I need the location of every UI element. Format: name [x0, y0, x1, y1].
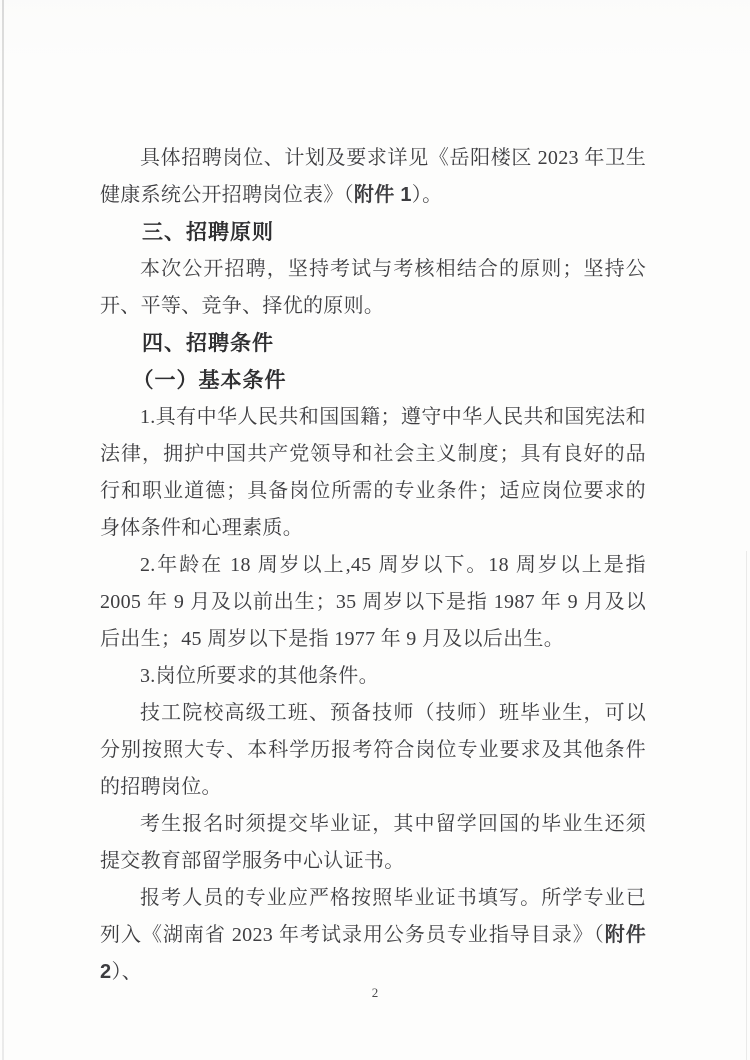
text-run: 2.年龄在 18 周岁以上,45 周岁以下。18 周岁以上是指 2005 年 9 月及以前出生；35 周岁以下是指 1987 年 9 月及以后出生；45 周岁以下是指 1977 年 9 月及以后出生。 — [100, 554, 646, 650]
text-run: ）。 — [411, 184, 443, 206]
paragraph — [100, 251, 646, 325]
text-run: 具体招聘岗位、计划及要求详见《岳阳楼区 2023 年卫生健康系统公开招聘岗位表》（ — [100, 147, 646, 206]
text-run: 三、招聘原则 — [142, 221, 274, 244]
paragraph — [100, 140, 646, 214]
paragraph — [100, 658, 646, 695]
text-run: ）、 — [111, 961, 143, 983]
text-run: 1.具有中华人民共和国国籍；遵守中华人民共和国宪法和法律，拥护中国共产党领导和社会主义制度；具有良好的品行和职业道德；具备岗位所需的专业条件；适应岗位要求的身体条件和心理素质。 — [100, 406, 646, 539]
text-run: （一）基本条件 — [132, 368, 287, 392]
sub-section-heading — [100, 362, 646, 399]
bold-run: 附件 2 — [100, 924, 646, 983]
scan-artifact-right-edge — [746, 551, 747, 1060]
text-run: 本次公开招聘，坚持考试与考核相结合的原则；坚持公开、平等、竞争、择优的原则。 — [100, 258, 646, 317]
text-run: 四、招聘条件 — [142, 332, 274, 355]
text-run: 考生报名时须提交毕业证，其中留学回国的毕业生还须提交教育部留学服务中心认证书。 — [100, 813, 646, 872]
text-run: 3.岗位所要求的其他条件。 — [140, 665, 379, 687]
text-run: 技工院校高级工班、预备技师（技师）班毕业生，可以分别按照大专、本科学历报考符合岗位专业要求及其他条件的招聘岗位。 — [100, 702, 646, 798]
paragraph — [100, 399, 646, 547]
section-heading — [100, 325, 646, 362]
bold-run: 附件 1 — [353, 184, 412, 206]
section-heading — [100, 214, 646, 251]
document-body — [100, 140, 646, 991]
paragraph — [100, 880, 646, 991]
paragraph — [100, 695, 646, 806]
scan-artifact-left-edge — [2, 0, 4, 1060]
paragraph — [100, 806, 646, 880]
page-number: 2 — [371, 985, 379, 1000]
page-footer — [0, 985, 750, 1001]
text-run: 报考人员的专业应严格按照毕业证书填写。所学专业已列入《湖南省 2023 年考试录用公务员专业指导目录》（ — [100, 887, 646, 946]
paragraph — [100, 547, 646, 658]
